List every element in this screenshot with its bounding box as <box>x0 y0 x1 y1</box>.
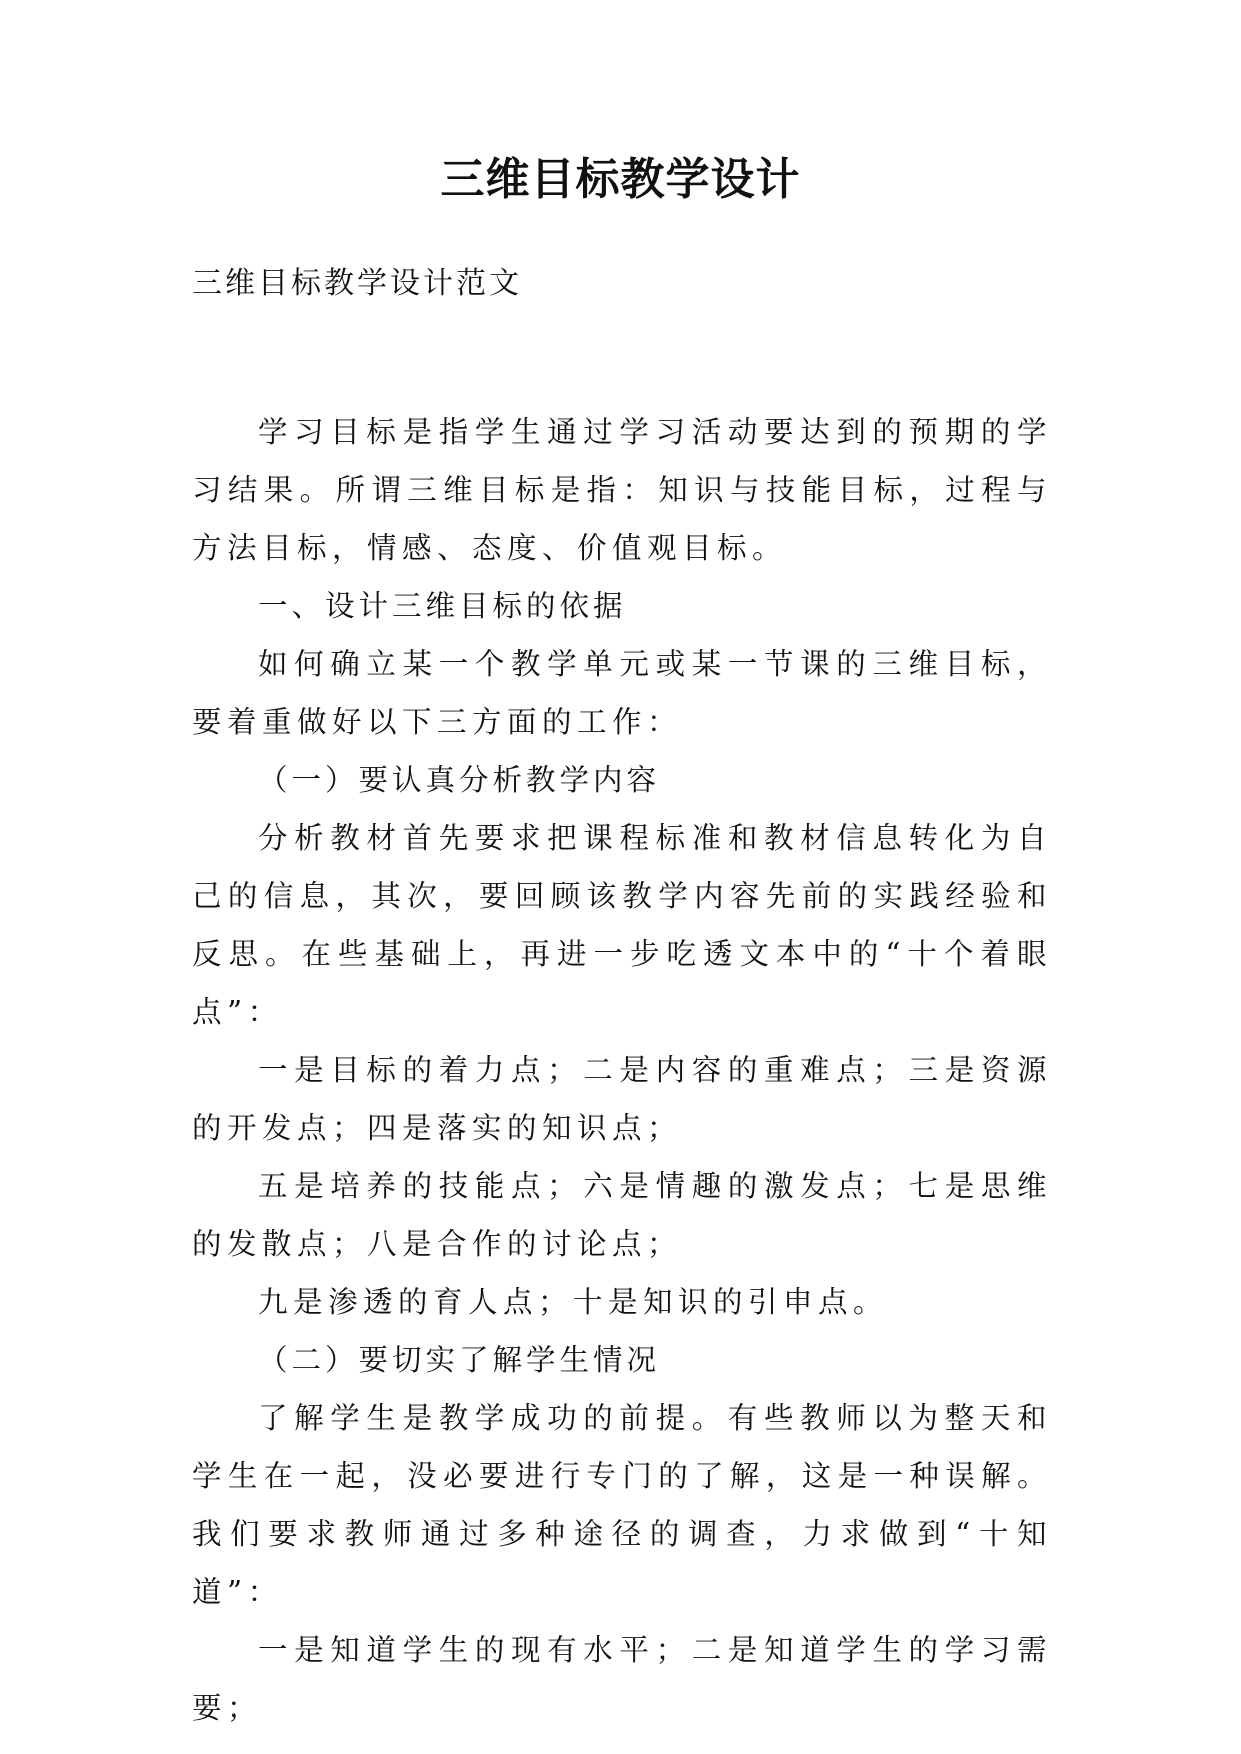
paragraph-how-to-set: 如何确立某一个教学单元或某一节课的三维目标，要着重做好以下三方面的工作： <box>192 647 1052 739</box>
paragraph-focus-points-2: 五是培养的技能点；六是情趣的激发点；七是思维的发散点；八是合作的讨论点； <box>192 1169 1052 1261</box>
paragraph-analyze-textbook: 分析教材首先要求把课程标准和教材信息转化为自己的信息，其次，要回顾该教学内容先前的实践经验和反思。在些基础上，再进一步吃透文本中的“十个着眼点”： <box>192 821 1052 1029</box>
document-subtitle: 三维目标教学设计范文 <box>192 266 522 301</box>
section-heading-basis: 一、设计三维目标的依据 <box>258 589 627 623</box>
paragraph-understand-students: 了解学生是教学成功的前提。有些教师以为整天和学生在一起，没必要进行专门的了解，这是一种误解。我们要求教师通过多种途径的调查，力求做到“十知道”： <box>192 1401 1052 1609</box>
subsection-heading-content: （一）要认真分析教学内容 <box>258 763 661 797</box>
paragraph-focus-points-3: 九是渗透的育人点；十是知识的引申点。 <box>258 1285 889 1319</box>
paragraph-intro: 学习目标是指学生通过学习活动要达到的预期的学习结果。所谓三维目标是指：知识与技能目标，过程与方法目标，情感、态度、价值观目标。 <box>192 415 1052 565</box>
document-title: 三维目标教学设计 <box>440 154 801 205</box>
document-body <box>192 403 1052 1737</box>
paragraph-ten-knows: 一是知道学生的现有水平；二是知道学生的学习需要； <box>192 1633 1052 1725</box>
subsection-heading-students: （二）要切实了解学生情况 <box>258 1343 661 1377</box>
paragraph-focus-points-1: 一是目标的着力点；二是内容的重难点；三是资源的开发点；四是落实的知识点； <box>192 1053 1052 1145</box>
